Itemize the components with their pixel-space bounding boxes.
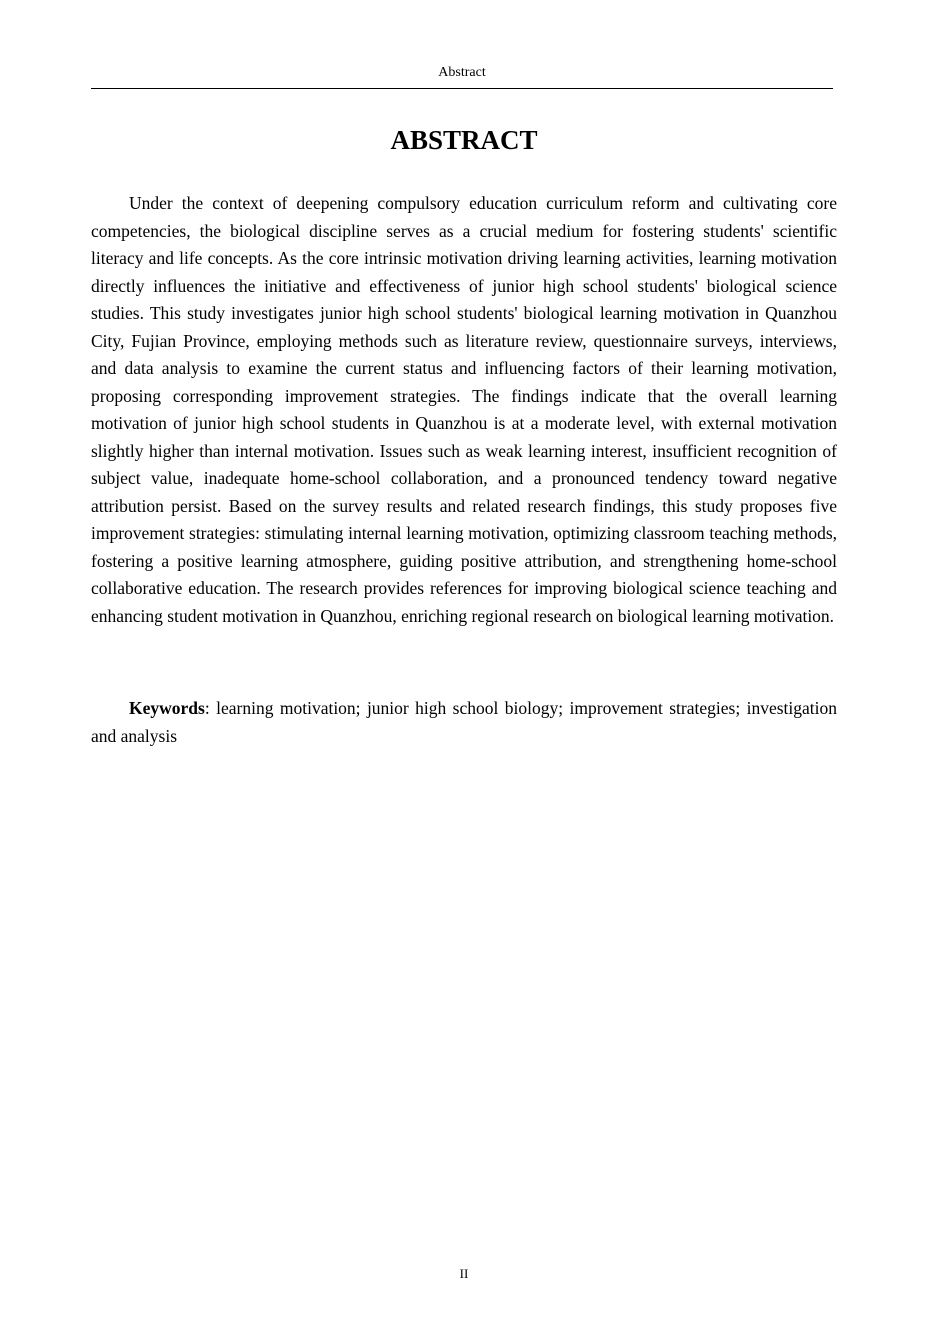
keywords-paragraph: [91, 695, 837, 750]
running-header: Abstract: [438, 65, 486, 80]
page-number: II: [459, 1266, 469, 1281]
page-title: ABSTRACT: [390, 125, 538, 155]
keywords-separator: :: [204, 698, 217, 718]
keywords-label: Keywords: [129, 698, 205, 718]
header-rule: [91, 88, 833, 89]
keywords-text: learning motivation; junior high school biology; improvement strategies; investigation and analysis: [91, 698, 837, 746]
abstract-body: Under the context of deepening compulsory education curriculum reform and cultivating core competencies, the biological discipline serves as a crucial medium for fostering students' scientific literacy and life concepts. As the core intrinsic motivation driving learning activities, learning motivation directly influences the initiative and effectiveness of junior high school students' biological science studies. This study investigates junior high school students' biological learning motivation in Quanzhou City, Fujian Province, employing methods such as literature review, questionnaire surveys, interviews, and data analysis to examine the current status and influencing factors of their learning motivation, proposing corresponding improvement strategies. The findings indicate that the overall learning motivation of junior high school students in Quanzhou is at a moderate level, with external motivation slightly higher than internal motivation. Issues such as weak learning interest, insufficient recognition of subject value, inadequate home-school collaboration, and a pronounced tendency toward negative attribution persist. Based on the survey results and related research findings, this study proposes five improvement strategies: stimulating internal learning motivation, optimizing classroom teaching methods, fostering a positive learning atmosphere, guiding positive attribution, and strengthening home-school collaborative education. The research provides references for improving biological science teaching and enhancing student motivation in Quanzhou, enriching regional research on biological learning motivation.: [91, 193, 837, 626]
